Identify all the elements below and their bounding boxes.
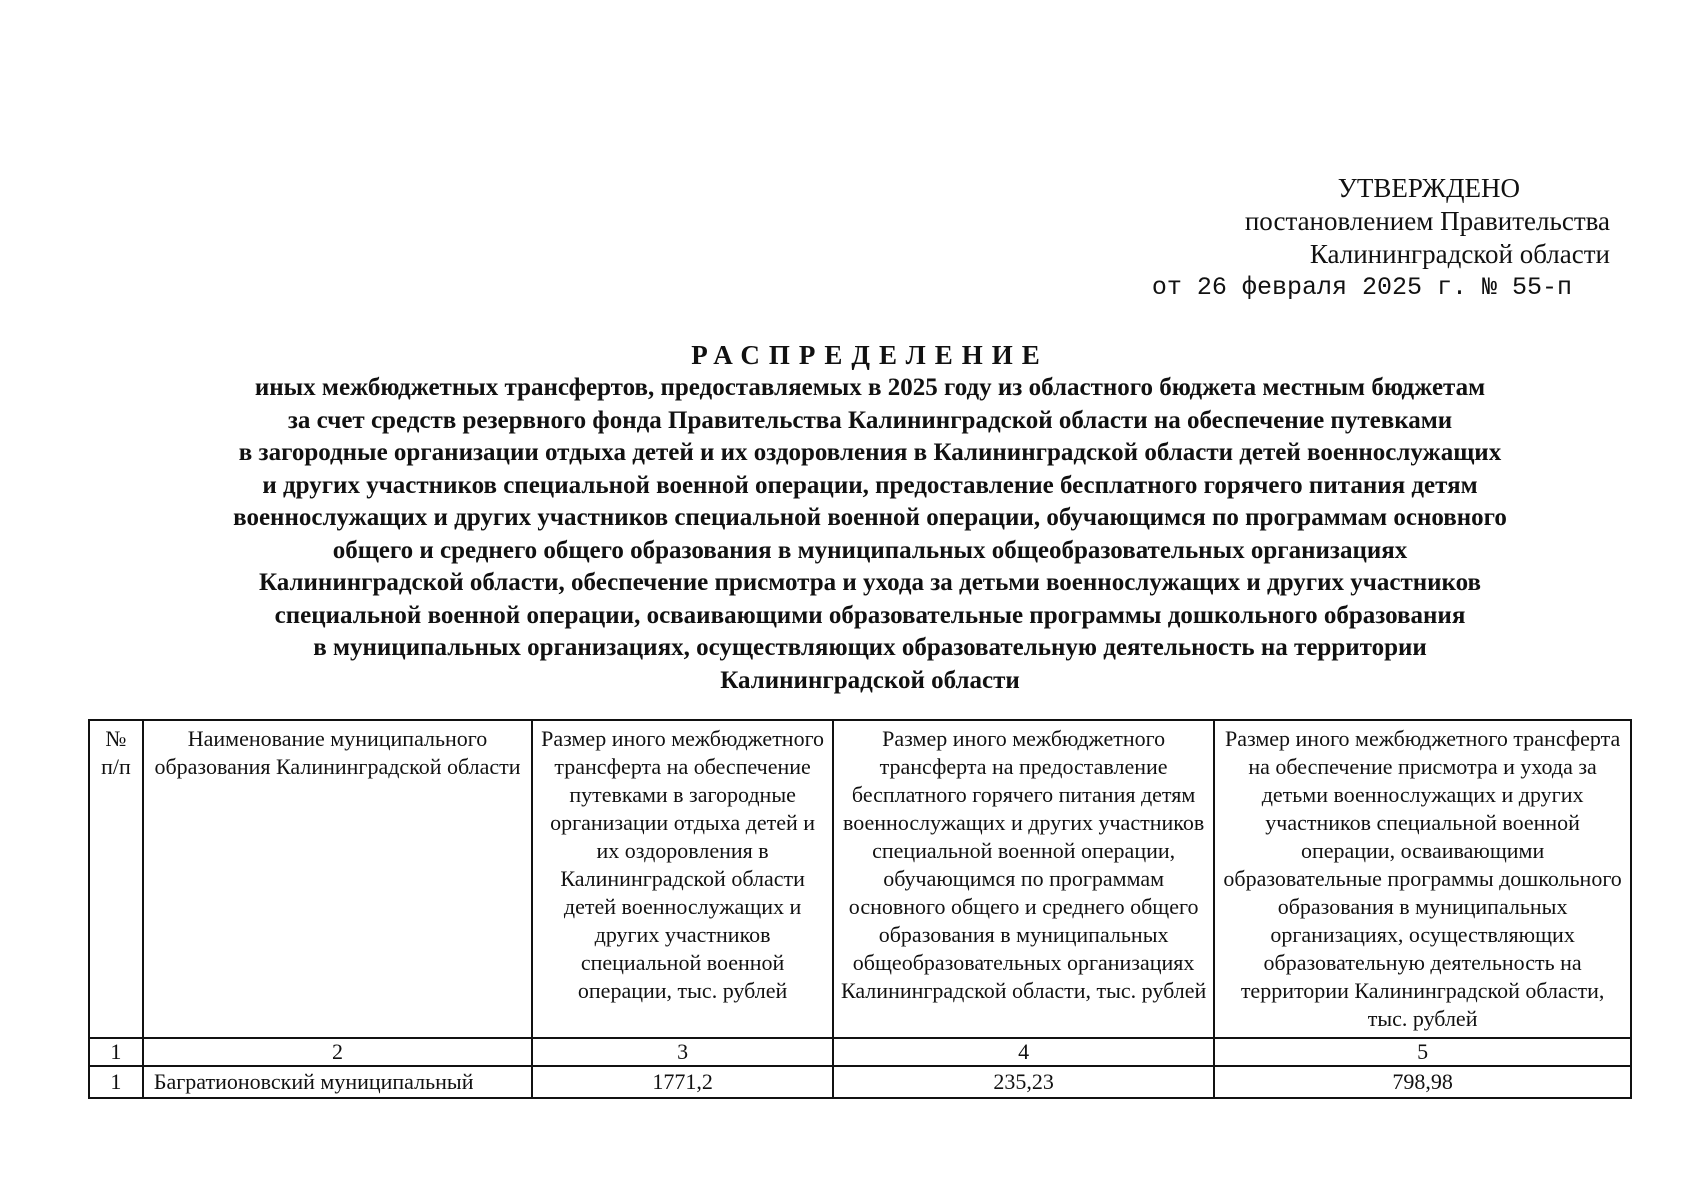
approval-date: от 26 февраля 2025 г. № 55-п	[1151, 273, 1572, 302]
allocation-table	[88, 719, 1632, 1099]
approval-stamp	[1150, 172, 1610, 304]
subtitle-line: Калининградской области	[720, 666, 1020, 694]
column-index: 3	[532, 1038, 833, 1066]
column-index: 4	[833, 1038, 1214, 1066]
column-index: 5	[1214, 1038, 1631, 1066]
subtitle-line: в загородные организации отдыха детей и их оздоровления в Калининградской области детей военнослужащих	[238, 439, 1502, 466]
header-meals-transfer: Размер иного межбюджетного трансферта на предоставление бесплатного горячего питания детям военнослужащих и других участников специальной военной операции, обучающимся по программам основного общего и среднего общего образования в муниципальных общеобразовательных организациях Калининградской области, тыс. рублей	[833, 720, 1214, 1038]
table-row	[89, 1066, 1631, 1098]
subtitle-line: и других участников специальной военной операции, предоставление бесплатного горячего питания детям	[262, 471, 1478, 499]
approval-authority: постановлением Правительства	[1244, 206, 1610, 236]
subtitle-line: иных межбюджетных трансфертов, предоставляемых в 2025 году из областного бюджета местным бюджетам	[254, 374, 1486, 401]
approval-title: УТВЕРЖДЕНО	[1337, 173, 1520, 203]
subtitle-line: военнослужащих и других участников специальной военной операции, обучающимся по программам основного	[233, 504, 1507, 531]
subtitle-line: за счет средств резервного фонда Правительства Калининградской области на обеспечение путевками	[287, 406, 1453, 434]
document-heading	[60, 338, 1680, 697]
subtitle-line: в муниципальных организациях, осуществляющих образовательную деятельность на территории	[313, 634, 1427, 661]
column-index-row	[89, 1038, 1631, 1066]
childcare-amount: 798,98	[1214, 1066, 1631, 1098]
document-subtitle	[125, 372, 1615, 697]
approval-region: Калининградской области	[1309, 239, 1610, 269]
vouchers-amount: 1771,2	[532, 1066, 833, 1098]
subtitle-line: специальной военной операции, осваивающими образовательные программы дошкольного образования	[274, 601, 1466, 629]
municipality-name: Багратионовский муниципальный	[143, 1066, 532, 1098]
document-type: РАСПРЕДЕЛЕНИЕ	[691, 340, 1049, 370]
header-municipality: Наименование муниципального образования Калининградской области	[143, 720, 532, 1038]
column-index: 2	[143, 1038, 532, 1066]
table-header-row	[89, 720, 1631, 1038]
subtitle-line: Калининградской области, обеспечение присмотра и ухода за детьми военнослужащих и других участников	[258, 569, 1482, 596]
header-childcare-transfer: Размер иного межбюджетного трансферта на обеспечение присмотра и ухода за детьми военнослужащих и других участников специальной военной операции, осваивающими образовательные программы дошкольного образования в муниципальных организациях, осуществляющих образовательную деятельность на территории Калининградской области, тыс. рублей	[1214, 720, 1631, 1038]
column-index: 1	[89, 1038, 143, 1066]
meals-amount: 235,23	[833, 1066, 1214, 1098]
subtitle-line: общего и среднего общего образования в муниципальных общеобразовательных организациях	[332, 536, 1408, 564]
header-number: № п/п	[89, 720, 143, 1038]
header-vouchers-transfer: Размер иного межбюджетного трансферта на обеспечение путевками в загородные организации отдыха детей и их оздоровления в Калининградской области детей военнослужащих и других участников специальной военной операции, тыс. рублей	[532, 720, 833, 1038]
row-number: 1	[89, 1066, 143, 1098]
